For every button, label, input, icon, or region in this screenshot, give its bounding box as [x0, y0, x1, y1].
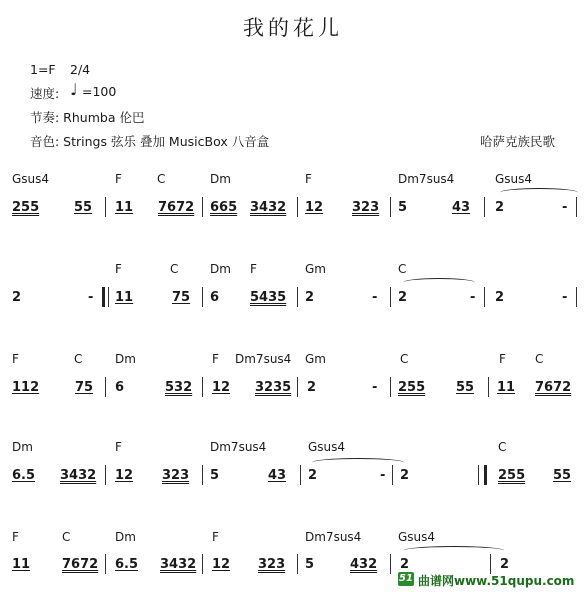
- note-group: 2: [495, 200, 505, 215]
- watermark-text: 曲谱网www.51qupu.com: [418, 574, 575, 588]
- barline: [390, 554, 391, 574]
- note-group: 255: [498, 468, 526, 483]
- note-group: 323: [162, 468, 190, 483]
- note-group: 5435: [250, 290, 287, 305]
- note-group: 12: [305, 200, 324, 215]
- note-group: 6.5: [115, 557, 139, 572]
- barline: [390, 197, 391, 217]
- barline: [105, 197, 106, 217]
- note-group: 3235: [255, 380, 292, 395]
- note-group: 55: [74, 200, 93, 215]
- tie-slur: [404, 546, 504, 555]
- quarter-note-icon: ♩: [70, 80, 78, 99]
- note-group: 7672: [158, 200, 195, 215]
- barline: [392, 465, 393, 485]
- tie-slur: [500, 188, 578, 197]
- barline: [484, 197, 485, 217]
- note-group: -: [372, 290, 378, 305]
- note-group: 55: [456, 380, 475, 395]
- chord-label: C: [74, 352, 83, 366]
- chord-label: Gsus4: [495, 172, 533, 186]
- repeat-end-barline: [484, 465, 487, 485]
- barline: [488, 377, 489, 397]
- barline: [108, 287, 109, 307]
- barline: [202, 554, 203, 574]
- barline: [297, 197, 298, 217]
- chord-label: F: [212, 530, 219, 544]
- note-group: 6: [115, 380, 125, 395]
- chord-label: F: [12, 530, 19, 544]
- site-logo-icon: 51: [399, 573, 413, 584]
- chord-label: F: [115, 262, 122, 276]
- note-group: 7672: [535, 380, 572, 395]
- note-group: 75: [75, 380, 94, 395]
- time-signature: 2/4: [70, 62, 91, 77]
- chord-label: Gm: [305, 262, 326, 276]
- chord-label: F: [250, 262, 257, 276]
- barline: [478, 465, 479, 485]
- tie-slur: [312, 458, 404, 467]
- note-group: 432: [350, 557, 378, 572]
- note-group: 7672: [62, 557, 99, 572]
- chord-label: Gm: [305, 352, 326, 366]
- note-group: 11: [12, 557, 31, 572]
- note-group: -: [380, 468, 386, 483]
- note-group: 323: [352, 200, 380, 215]
- note-group: 2: [495, 290, 505, 305]
- note-group: 665: [210, 200, 238, 215]
- barline: [105, 377, 106, 397]
- note-group: 6.5: [12, 468, 36, 483]
- note-group: 255: [398, 380, 426, 395]
- tempo-value: =100: [82, 84, 117, 99]
- note-group: 255: [12, 200, 40, 215]
- note-group: 2: [398, 290, 408, 305]
- barline: [105, 554, 106, 574]
- note-group: 12: [212, 557, 231, 572]
- note-group: 3432: [160, 557, 197, 572]
- note-group: 11: [497, 380, 516, 395]
- note-group: 43: [268, 468, 287, 483]
- barline: [202, 197, 203, 217]
- barline: [202, 377, 203, 397]
- tie-slur: [403, 278, 475, 287]
- barline: [297, 554, 298, 574]
- barline: [576, 197, 577, 217]
- barline: [105, 465, 106, 485]
- chord-label: Dm: [12, 440, 33, 454]
- note-group: 112: [12, 380, 40, 395]
- barline: [297, 377, 298, 397]
- chord-label: F: [499, 352, 506, 366]
- note-group: 11: [115, 200, 134, 215]
- repeat-start-barline: [102, 287, 105, 307]
- barline: [490, 554, 491, 574]
- note-group: -: [88, 290, 94, 305]
- note-group: 11: [115, 290, 134, 305]
- chord-label: Dm: [115, 352, 136, 366]
- note-group: -: [562, 290, 568, 305]
- barline: [390, 287, 391, 307]
- note-group: 2: [308, 468, 318, 483]
- note-group: 2: [400, 557, 410, 572]
- chord-label: Dm7sus4: [398, 172, 455, 186]
- note-group: 5: [210, 468, 220, 483]
- chord-label: Dm7sus4: [235, 352, 292, 366]
- barline: [576, 287, 577, 307]
- rhythm-line: 节奏: Rhumba 伦巴: [30, 110, 145, 125]
- chord-label: Dm7sus4: [305, 530, 362, 544]
- tempo-label: 速度:: [30, 86, 60, 101]
- chord-label: C: [170, 262, 179, 276]
- note-group: 2: [400, 468, 410, 483]
- song-title: 我的花儿: [243, 16, 343, 40]
- note-group: 5: [305, 557, 315, 572]
- barline: [202, 465, 203, 485]
- chord-label: Gsus4: [308, 440, 346, 454]
- note-group: -: [372, 380, 378, 395]
- note-group: 2: [500, 557, 510, 572]
- note-group: 3432: [250, 200, 287, 215]
- chord-label: F: [305, 172, 312, 186]
- chord-label: C: [398, 262, 407, 276]
- note-group: 6: [210, 290, 220, 305]
- chord-label: F: [12, 352, 19, 366]
- note-group: 532: [165, 380, 193, 395]
- note-group: 2: [305, 290, 315, 305]
- note-group: 43: [452, 200, 471, 215]
- chord-label: C: [157, 172, 166, 186]
- chord-label: Dm: [210, 172, 231, 186]
- chord-label: Gsus4: [398, 530, 436, 544]
- note-group: 55: [553, 468, 572, 483]
- chord-label: Gsus4: [12, 172, 50, 186]
- note-group: -: [470, 290, 476, 305]
- chord-label: C: [535, 352, 544, 366]
- note-group: 2: [12, 290, 22, 305]
- note-group: 12: [212, 380, 231, 395]
- note-group: 2: [307, 380, 317, 395]
- note-group: 5: [398, 200, 408, 215]
- chord-label: F: [212, 352, 219, 366]
- note-group: 3432: [60, 468, 97, 483]
- barline: [484, 287, 485, 307]
- chord-label: C: [498, 440, 507, 454]
- barline: [390, 377, 391, 397]
- chord-label: C: [400, 352, 409, 366]
- note-group: -: [562, 200, 568, 215]
- barline: [202, 287, 203, 307]
- note-group: 12: [115, 468, 134, 483]
- note-group: 75: [172, 290, 191, 305]
- chord-label: Dm7sus4: [210, 440, 267, 454]
- chord-label: F: [115, 172, 122, 186]
- note-group: 323: [258, 557, 286, 572]
- tone-line: 音色: Strings 弦乐 叠加 MusicBox 八音盒: [30, 134, 270, 149]
- barline: [300, 465, 301, 485]
- key-signature: 1=F: [30, 62, 56, 77]
- song-origin: 哈萨克族民歌: [480, 134, 556, 149]
- chord-label: Dm: [115, 530, 136, 544]
- chord-label: C: [62, 530, 71, 544]
- chord-label: F: [115, 440, 122, 454]
- barline: [297, 287, 298, 307]
- chord-label: Dm: [210, 262, 231, 276]
